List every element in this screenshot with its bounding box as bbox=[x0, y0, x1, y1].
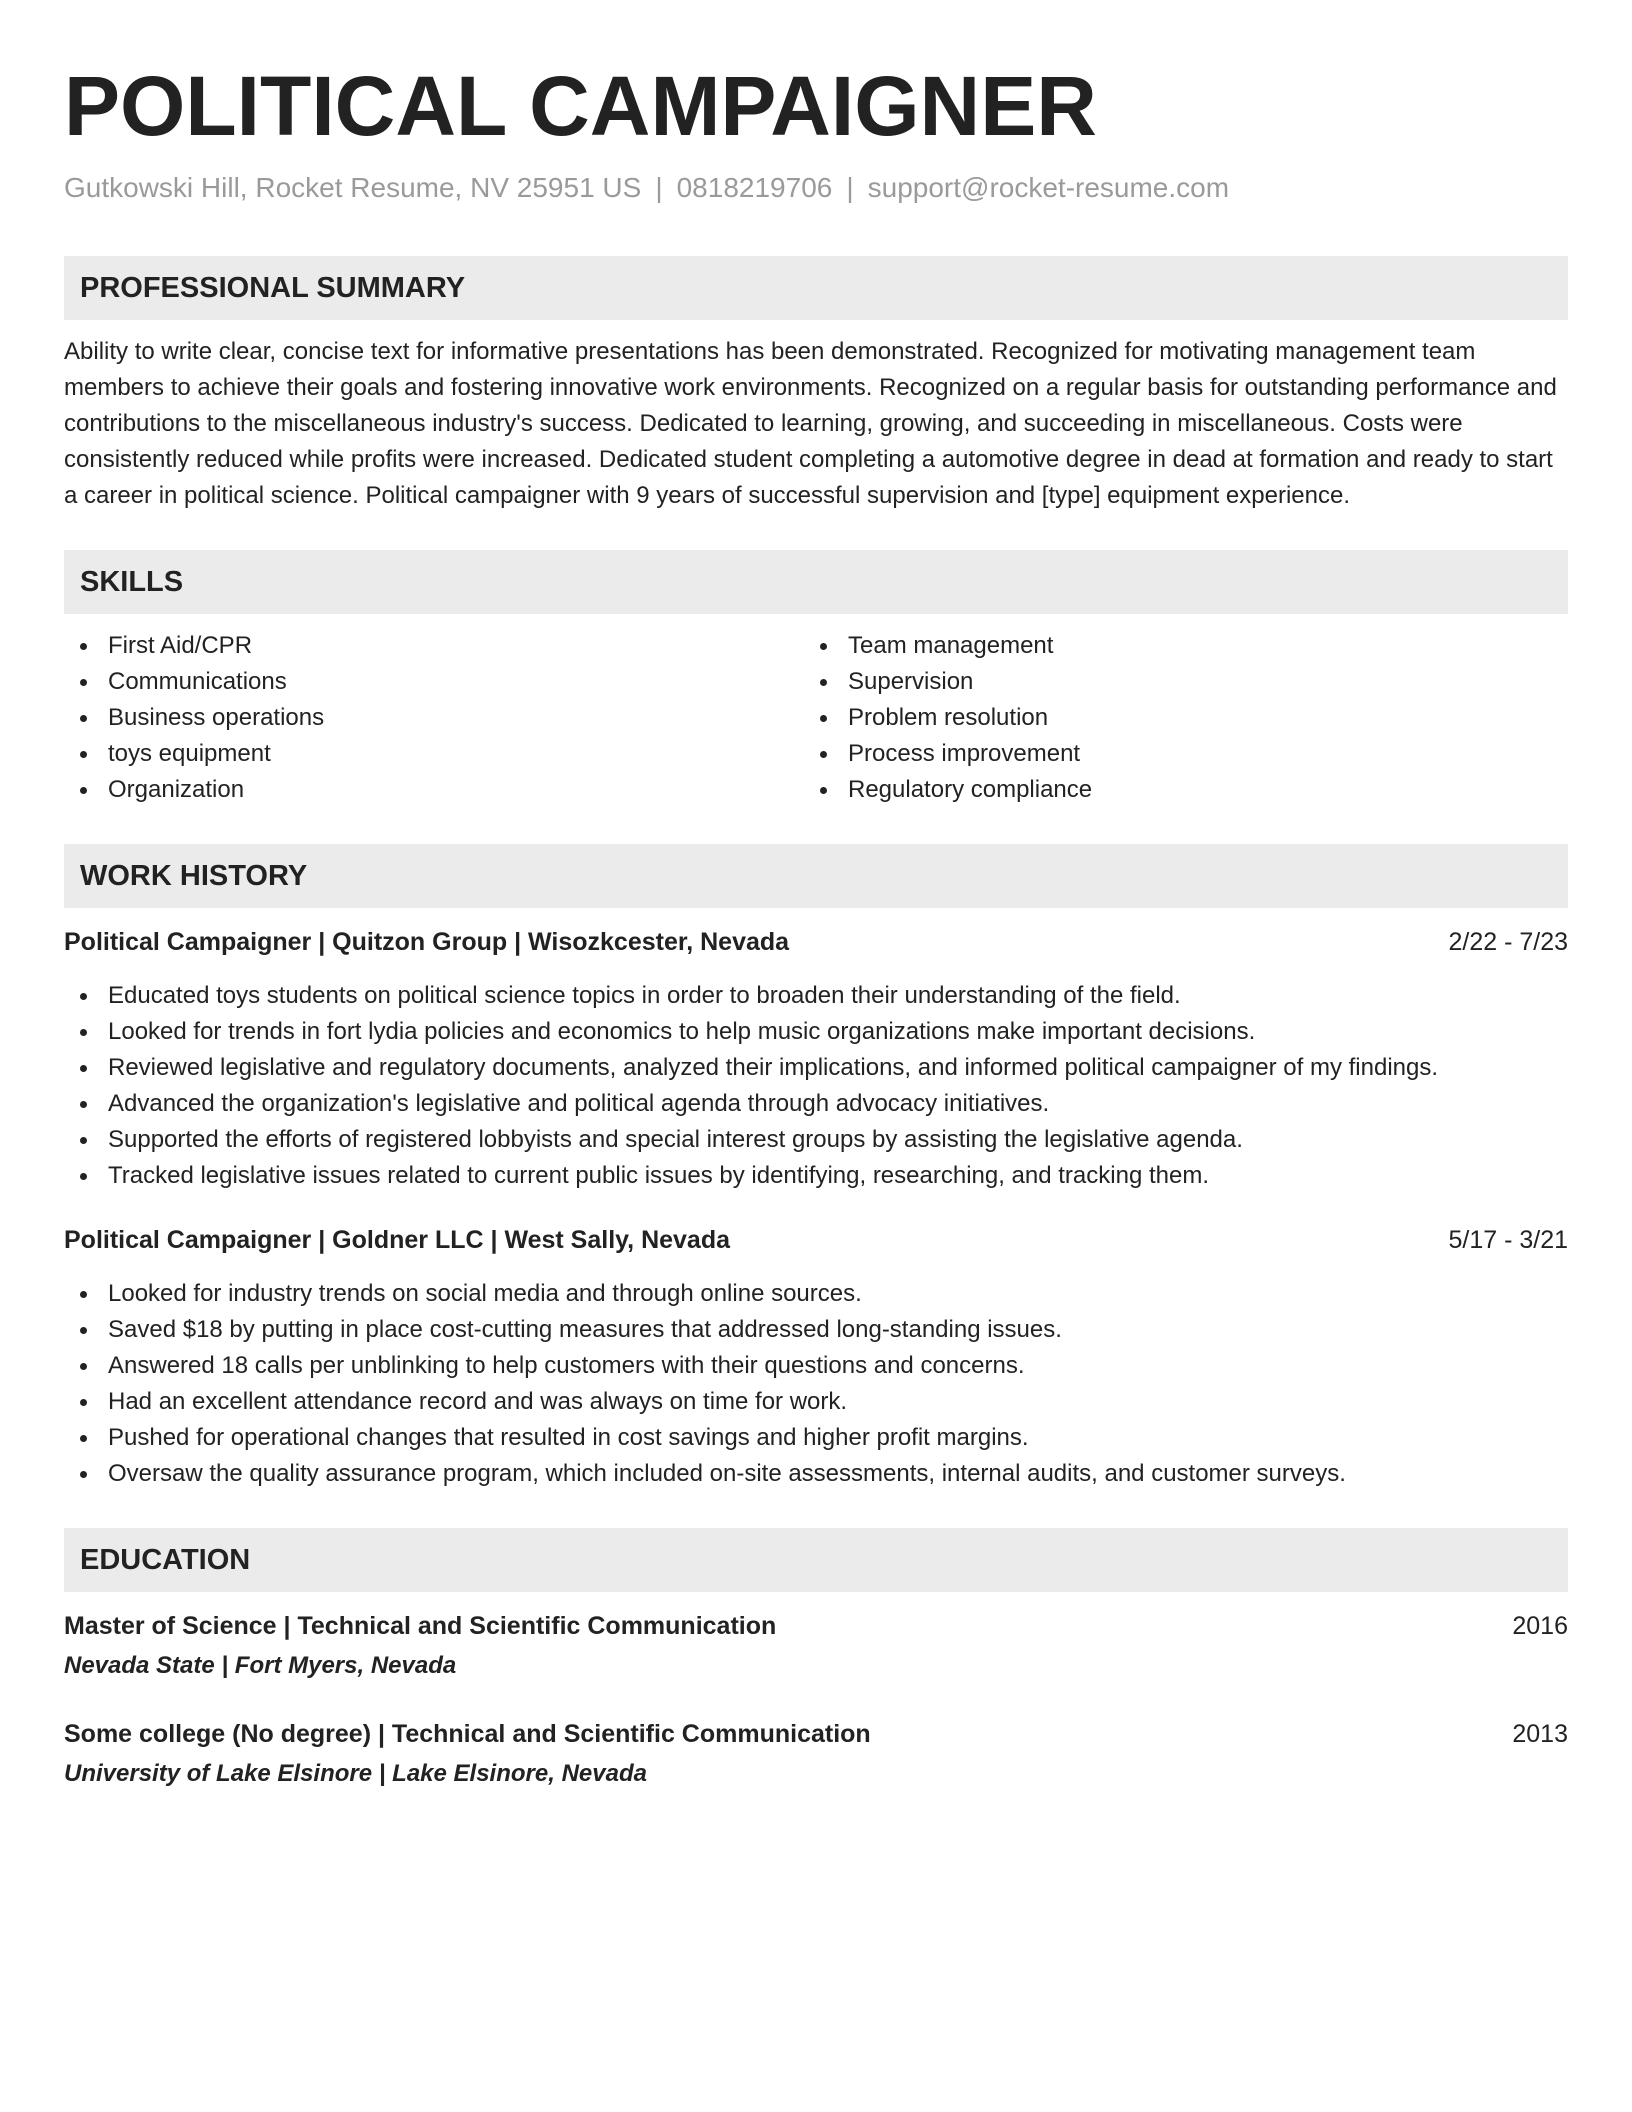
skill-item bbox=[64, 772, 804, 808]
education-heading: EDUCATION bbox=[64, 1528, 1568, 1592]
skills-section bbox=[64, 550, 1568, 808]
education-year: 2013 bbox=[1512, 1720, 1568, 1748]
job-bullet bbox=[64, 1050, 1568, 1086]
bullet-dot-icon bbox=[80, 715, 87, 722]
job-bullet-text: Looked for trends in fort lydia policies and economics to help music organizations make important decisions. bbox=[108, 1018, 1256, 1045]
job-bullet-text: Saved $18 by putting in place cost-cutting measures that addressed long-standing issues. bbox=[108, 1316, 1062, 1343]
bullet-dot-icon bbox=[820, 679, 827, 686]
contact-separator: | bbox=[846, 172, 854, 203]
skills-grid bbox=[64, 628, 1568, 808]
bullet-dot-icon bbox=[820, 751, 827, 758]
skill-label: Regulatory compliance bbox=[848, 776, 1093, 803]
skill-item bbox=[804, 700, 1544, 736]
skill-label: toys equipment bbox=[108, 740, 271, 767]
job-bullet bbox=[64, 1158, 1568, 1194]
skill-item bbox=[804, 628, 1544, 664]
bullet-dot-icon bbox=[80, 679, 87, 686]
skill-label: Problem resolution bbox=[848, 704, 1049, 731]
education-entry bbox=[64, 1716, 1568, 1792]
bullet-dot-icon bbox=[80, 643, 87, 650]
job-bullet bbox=[64, 1122, 1568, 1158]
job-bullet bbox=[64, 1348, 1568, 1384]
bullet-dot-icon bbox=[80, 1137, 87, 1144]
bullet-dot-icon bbox=[80, 1173, 87, 1180]
bullet-dot-icon bbox=[80, 1435, 87, 1442]
summary-heading: PROFESSIONAL SUMMARY bbox=[64, 256, 1568, 320]
skills-heading: SKILLS bbox=[64, 550, 1568, 614]
job-header bbox=[64, 924, 1568, 960]
education-header bbox=[64, 1608, 1568, 1644]
contact-separator: | bbox=[655, 172, 663, 203]
skill-label: Process improvement bbox=[848, 740, 1081, 767]
job-bullet bbox=[64, 1312, 1568, 1348]
education-header bbox=[64, 1716, 1568, 1752]
education-degree: Master of Science | Technical and Scientific Communication bbox=[64, 1612, 777, 1640]
contact-email: support@rocket-resume.com bbox=[867, 172, 1230, 203]
job-header bbox=[64, 1222, 1568, 1258]
bullet-dot-icon bbox=[80, 1363, 87, 1370]
bullet-dot-icon bbox=[820, 643, 827, 650]
job-title: Political Campaigner | Goldner LLC | West Sally, Nevada bbox=[64, 1226, 731, 1254]
job-bullet-text: Pushed for operational changes that resulted in cost savings and higher profit margins. bbox=[108, 1424, 1029, 1451]
job-bullet-text: Supported the efforts of registered lobbyists and special interest groups by assisting the legislative agenda. bbox=[108, 1126, 1243, 1153]
skill-label: Organization bbox=[108, 776, 245, 803]
job-bullet bbox=[64, 1086, 1568, 1122]
work-history-heading: WORK HISTORY bbox=[64, 844, 1568, 908]
bullet-dot-icon bbox=[80, 1029, 87, 1036]
contact-line bbox=[64, 170, 1568, 206]
skills-column-left bbox=[64, 628, 804, 808]
job-dates: 2/22 - 7/23 bbox=[1448, 928, 1568, 956]
bullet-dot-icon bbox=[820, 715, 827, 722]
bullet-dot-icon bbox=[80, 1291, 87, 1298]
job-bullet-text: Answered 18 calls per unblinking to help customers with their questions and concerns. bbox=[108, 1352, 1025, 1379]
skill-item bbox=[804, 736, 1544, 772]
summary-section bbox=[64, 256, 1568, 514]
bullet-dot-icon bbox=[80, 1399, 87, 1406]
job-bullet-text: Had an excellent attendance record and was always on time for work. bbox=[108, 1388, 848, 1415]
job-bullet bbox=[64, 978, 1568, 1014]
job-bullet bbox=[64, 1014, 1568, 1050]
education-section bbox=[64, 1528, 1568, 1792]
job-bullets bbox=[64, 978, 1568, 1194]
bullet-dot-icon bbox=[80, 1101, 87, 1108]
job-bullet-text: Tracked legislative issues related to current public issues by identifying, researching, and tracking them. bbox=[108, 1162, 1209, 1189]
job-bullet bbox=[64, 1420, 1568, 1456]
summary-text: Ability to write clear, concise text for informative presentations has been demonstrated. Recognized for motivating management team members to achieve their goals and fostering innovative work environments. Recognized on a regular basis for outstanding performance and contributions to the miscellaneous industry's success. Dedicated to learning, growing, and succeeding in miscellaneous. Costs were consistently reduced while profits were increased. Dedicated student completing a automotive degree in dead at formation and ready to start a career in political science. Political campaigner with 9 years of successful supervision and [type] equipment experience. bbox=[64, 338, 1557, 509]
skill-item bbox=[804, 664, 1544, 700]
bullet-dot-icon bbox=[80, 787, 87, 794]
bullet-dot-icon bbox=[80, 993, 87, 1000]
education-entry bbox=[64, 1608, 1568, 1684]
education-degree: Some college (No degree) | Technical and Scientific Communication bbox=[64, 1720, 871, 1748]
skill-item bbox=[64, 736, 804, 772]
contact-phone: 0818219706 bbox=[676, 172, 833, 203]
skill-label: First Aid/CPR bbox=[108, 632, 253, 659]
skill-item bbox=[64, 700, 804, 736]
bullet-dot-icon bbox=[80, 1471, 87, 1478]
bullet-dot-icon bbox=[820, 787, 827, 794]
work-history-section bbox=[64, 844, 1568, 1492]
job-dates: 5/17 - 3/21 bbox=[1448, 1226, 1568, 1254]
job-bullet bbox=[64, 1456, 1568, 1492]
skill-label: Communications bbox=[108, 668, 287, 695]
job-bullet-text: Educated toys students on political science topics in order to broaden their understanding of the field. bbox=[108, 982, 1181, 1009]
job-bullet-text: Advanced the organization's legislative and political agenda through advocacy initiatives. bbox=[108, 1090, 1050, 1117]
bullet-dot-icon bbox=[80, 751, 87, 758]
education-school: University of Lake Elsinore | Lake Elsinore, Nevada bbox=[64, 1760, 647, 1787]
job-bullets bbox=[64, 1276, 1568, 1492]
skills-column-right bbox=[804, 628, 1544, 808]
contact-address: Gutkowski Hill, Rocket Resume, NV 25951 US bbox=[64, 172, 642, 203]
skill-label: Business operations bbox=[108, 704, 325, 731]
skill-label: Team management bbox=[848, 632, 1054, 659]
job-title: Political Campaigner | Quitzon Group | Wisozkcester, Nevada bbox=[64, 928, 790, 956]
job-bullet bbox=[64, 1384, 1568, 1420]
job-bullet-text: Oversaw the quality assurance program, which included on-site assessments, internal audits, and customer surveys. bbox=[108, 1460, 1346, 1487]
candidate-name: POLITICAL CAMPAIGNER bbox=[64, 59, 1097, 153]
bullet-dot-icon bbox=[80, 1327, 87, 1334]
bullet-dot-icon bbox=[80, 1065, 87, 1072]
job-entry bbox=[64, 1222, 1568, 1492]
job-bullet-text: Looked for industry trends on social media and through online sources. bbox=[108, 1280, 862, 1307]
job-bullet-text: Reviewed legislative and regulatory documents, analyzed their implications, and informed political campaigner of my findings. bbox=[108, 1054, 1439, 1081]
skill-label: Supervision bbox=[848, 668, 974, 695]
education-year: 2016 bbox=[1512, 1612, 1568, 1640]
job-bullet bbox=[64, 1276, 1568, 1312]
education-school: Nevada State | Fort Myers, Nevada bbox=[64, 1652, 457, 1679]
job-entry bbox=[64, 924, 1568, 1194]
skill-item bbox=[64, 664, 804, 700]
skill-item bbox=[64, 628, 804, 664]
skill-item bbox=[804, 772, 1544, 808]
